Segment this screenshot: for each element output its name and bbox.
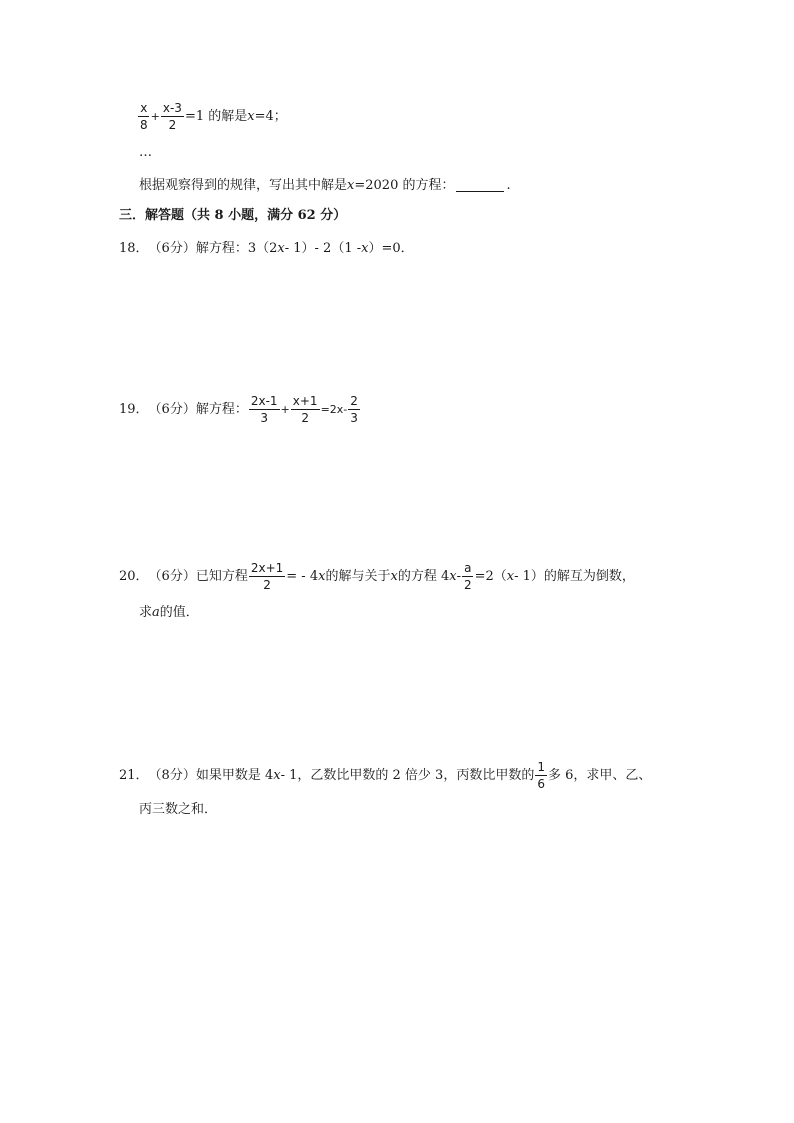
question-text: 的解与关于: [325, 569, 391, 584]
variable-x: x: [361, 241, 369, 256]
question-score: （6分）: [148, 569, 196, 584]
question-number: 19．: [119, 402, 149, 417]
question-text: - 1）的解互为倒数，: [514, 569, 635, 584]
fraction-numerator: x+1: [292, 394, 318, 408]
equation-tail-text: =1 的解是: [184, 109, 248, 124]
question-label: 已知方程: [195, 569, 248, 584]
section-title-text: 三．解答题（共 8 小题，满分 62 分）: [119, 208, 347, 223]
rule-text: .: [506, 178, 511, 193]
rule-text: 根据观察得到的规律，写出其中解是: [139, 178, 348, 193]
fraction-1-over-6: [535, 760, 547, 791]
fraction-denominator: 2: [263, 578, 271, 592]
fraction-x-over-8: [138, 101, 150, 132]
fraction-a-over-2: [462, 561, 474, 592]
question-label: 解方程：: [195, 402, 248, 417]
equation-text: = - 4: [286, 569, 319, 584]
fraction-denominator: 8: [140, 118, 148, 132]
question-score: （6分）: [148, 241, 196, 256]
section-title: [119, 209, 346, 222]
question-20-line-2: [139, 606, 199, 619]
equation-text: =2（: [474, 569, 507, 584]
plus-sign: +: [150, 110, 160, 123]
question-text: 的方程 4: [397, 569, 450, 584]
question-label: 解方程：: [195, 241, 248, 256]
plus-sign: +: [280, 403, 290, 416]
fraction-denominator: 3: [350, 411, 358, 425]
ellipsis-text: …: [139, 145, 152, 160]
equation-text: - 1）- 2（1 -: [284, 241, 362, 256]
question-text: - 1，乙数比甲数的 2 倍少 3，丙数比甲数的: [280, 768, 535, 783]
variable-x: x: [277, 241, 285, 256]
fraction-denominator: 2: [301, 411, 309, 425]
question-18: [119, 242, 414, 255]
question-number: 18．: [119, 241, 149, 256]
ellipsis: [139, 146, 152, 159]
fraction-numerator: a: [464, 561, 472, 575]
equation-tail-text: =4；: [254, 109, 287, 124]
question-21: [119, 760, 651, 791]
variable-x: x: [273, 768, 281, 783]
fraction-2-over-3: [348, 394, 360, 425]
question-text: 求: [139, 605, 153, 620]
question-number: 21．: [119, 768, 149, 783]
fraction-2x-plus-1-over-2: [249, 561, 285, 592]
fraction-2x-minus-1-over-3: [249, 394, 280, 425]
fraction-x-plus-1-over-2: [291, 394, 320, 425]
fraction-numerator: 1: [537, 760, 545, 774]
question-text: 多 6，求甲、乙、: [547, 768, 652, 783]
fraction-denominator: 2: [168, 118, 177, 132]
variable-x: x: [347, 178, 355, 193]
question-score: （6分）: [148, 402, 196, 417]
fraction-denominator: 6: [537, 777, 545, 791]
fraction-denominator: 3: [260, 411, 269, 425]
variable-x: x: [390, 569, 398, 584]
question-text: 的值．: [159, 605, 199, 620]
variable-x: x: [506, 569, 515, 584]
equation-text: 3（2: [247, 241, 278, 256]
variable-x: x: [247, 109, 255, 124]
rule-instruction-line: [139, 179, 511, 192]
fraction-numerator: 2x-1: [250, 394, 278, 408]
variable-a: a: [152, 605, 160, 620]
question-text: 如果甲数是 4: [195, 768, 274, 783]
fraction-numerator: 2x+1: [250, 561, 284, 575]
question-20: [119, 561, 635, 592]
equation-text: -: [456, 569, 461, 584]
fraction-numerator: x: [140, 101, 148, 115]
fraction-numerator: 2: [350, 394, 358, 408]
equation-line-x-over-8: [137, 101, 287, 132]
rule-text: =2020 的方程：: [354, 178, 455, 193]
equation-text: ）=0．: [368, 241, 414, 256]
question-19: [119, 394, 361, 425]
fraction-x-minus-3-over-2: [161, 101, 184, 132]
question-score: （8分）: [148, 768, 196, 783]
question-text: 丙三数之和．: [139, 802, 218, 817]
variable-x: x: [449, 569, 457, 584]
equation-text: =2x-: [320, 403, 348, 416]
fraction-numerator: x-3: [162, 101, 182, 115]
question-number: 20．: [119, 569, 149, 584]
answer-blank[interactable]: [456, 179, 504, 192]
question-21-line-2: [139, 803, 217, 816]
variable-x: x: [318, 569, 326, 584]
fraction-denominator: 2: [463, 578, 472, 592]
